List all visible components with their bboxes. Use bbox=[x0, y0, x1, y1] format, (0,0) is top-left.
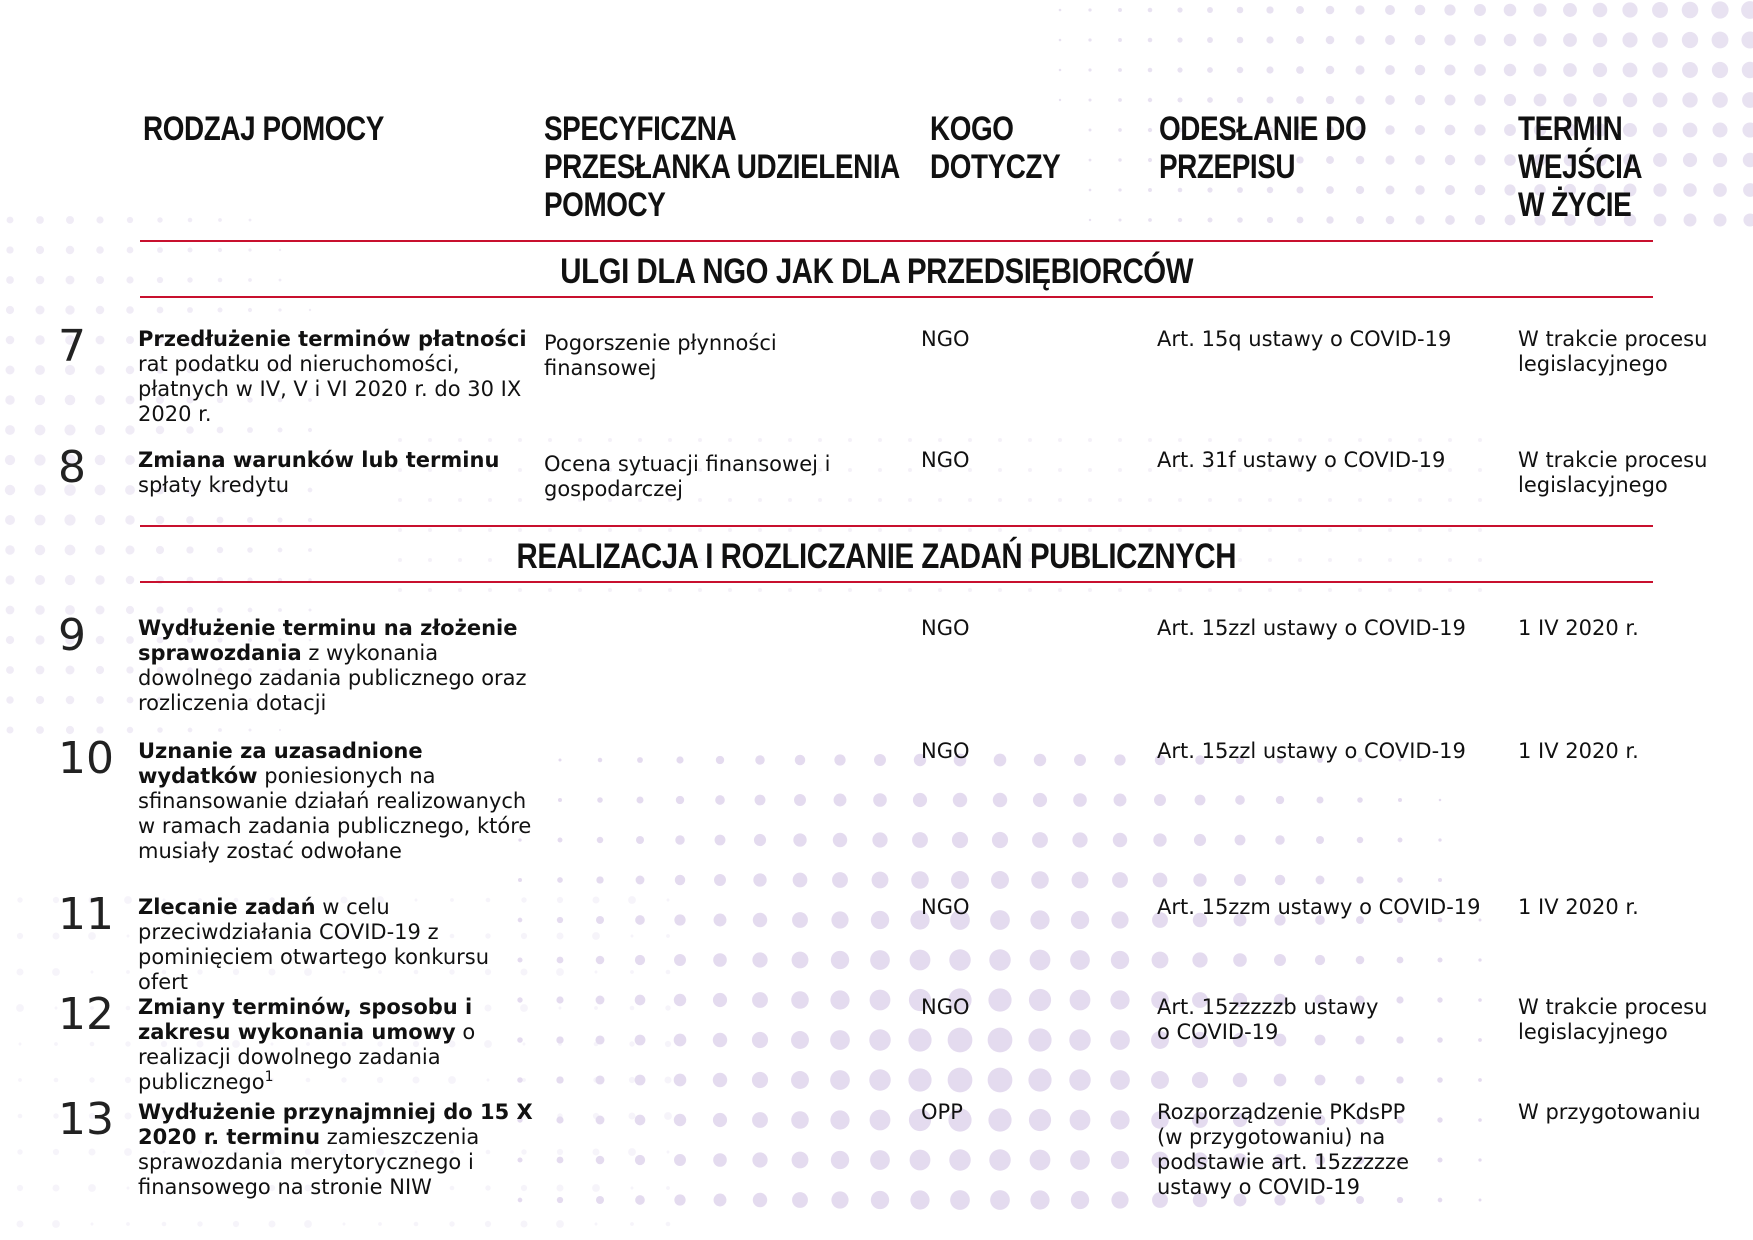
header-col-premise bbox=[544, 110, 900, 224]
aid-type bbox=[138, 448, 538, 498]
header-text: PRZEPISU bbox=[1159, 148, 1296, 186]
aid-type-rest: w celu przeciwdziałania COVID-19 z pominięciem otwartego konkursu ofert bbox=[138, 895, 490, 994]
section-title bbox=[0, 537, 1753, 577]
aid-type bbox=[138, 995, 538, 1095]
effective-date: W trakcie procesu legislacyjnego bbox=[1518, 448, 1708, 497]
applies-to: NGO bbox=[921, 327, 970, 351]
aid-type-bold: Zmiana warunków lub terminu bbox=[138, 448, 500, 472]
legal-reference: Art. 15zzzzzb ustawy o COVID-19 bbox=[1157, 995, 1379, 1044]
header-text: POMOCY bbox=[544, 186, 666, 224]
specific-premise: Pogorszenie płynności finansowej bbox=[544, 331, 777, 380]
aid-type bbox=[138, 616, 538, 716]
applies-to: NGO bbox=[921, 448, 970, 472]
legal-reference: Art. 15zzl ustawy o COVID-19 bbox=[1157, 616, 1466, 640]
aid-type-rest: spłaty kredytu bbox=[138, 473, 289, 497]
applies-to: NGO bbox=[921, 895, 970, 919]
legal-reference: Art. 15q ustawy o COVID-19 bbox=[1157, 327, 1452, 351]
divider-rule bbox=[140, 240, 1653, 242]
aid-type-bold: Wydłużenie terminu na złożenie sprawozdania bbox=[138, 616, 518, 665]
aid-type-rest: rat podatku od nieruchomości, płatnych w IV, V i VI 2020 r. do 30 IX 2020 r. bbox=[138, 352, 522, 426]
aid-type-bold: Przedłużenie terminów płatności bbox=[138, 327, 527, 351]
row-number: 10 bbox=[58, 733, 114, 784]
header-text: ODESŁANIE DO bbox=[1159, 110, 1367, 148]
aid-type-bold: Zlecanie zadań bbox=[138, 895, 316, 919]
section-title-text: ULGI DLA NGO JAK DLA PRZEDSIĘBIORCÓW bbox=[560, 252, 1193, 291]
aid-type-rest: zamieszczenia sprawozdania merytorycznego i finansowego na stronie NIW bbox=[138, 1125, 480, 1199]
divider-rule bbox=[140, 581, 1653, 583]
aid-type-bold: Wydłużenie przynajmniej do 15 X 2020 r. terminu bbox=[138, 1100, 533, 1149]
aid-type bbox=[138, 1100, 538, 1200]
legal-reference: Art. 15zzl ustawy o COVID-19 bbox=[1157, 739, 1466, 763]
header-col-reference bbox=[1159, 110, 1366, 186]
row-number: 7 bbox=[58, 321, 86, 372]
effective-date: W trakcie procesu legislacyjnego bbox=[1518, 995, 1708, 1044]
header-text: DOTYCZY bbox=[930, 148, 1061, 186]
legal-reference: Art. 31f ustawy o COVID-19 bbox=[1157, 448, 1446, 472]
footnote-marker: 1 bbox=[264, 1069, 274, 1085]
section-title-text: REALIZACJA I ROZLICZANIE ZADAŃ PUBLICZNYCH bbox=[516, 537, 1237, 576]
aid-type bbox=[138, 739, 538, 864]
row-number: 13 bbox=[58, 1094, 114, 1145]
specific-premise: Ocena sytuacji finansowej i gospodarczej bbox=[544, 452, 831, 501]
applies-to: OPP bbox=[921, 1100, 963, 1124]
divider-rule bbox=[140, 525, 1653, 527]
row-number: 8 bbox=[58, 442, 86, 493]
aid-type-bold: Zmiany terminów, sposobu i zakresu wykonania umowy bbox=[138, 995, 473, 1044]
aid-type bbox=[138, 327, 538, 427]
aid-type-bold: Uznanie za uzasadnione wydatków bbox=[138, 739, 423, 788]
aid-type-rest: poniesionych na sfinansowanie działań realizowanych w ramach zadania publicznego, które musiały zostać odwołane bbox=[138, 764, 532, 863]
section-title bbox=[0, 252, 1753, 292]
applies-to: NGO bbox=[921, 995, 970, 1019]
header-text: PRZESŁANKA UDZIELENIA bbox=[544, 148, 900, 186]
aid-type-rest: o realizacji dowolnego zadania publicznego bbox=[138, 1020, 476, 1094]
aid-type bbox=[138, 895, 538, 995]
header-text: RODZAJ POMOCY bbox=[143, 110, 384, 148]
header-col-who bbox=[930, 110, 1060, 186]
divider-rule bbox=[140, 296, 1653, 298]
header-text: TERMIN bbox=[1518, 110, 1623, 148]
applies-to: NGO bbox=[921, 616, 970, 640]
row-number: 9 bbox=[58, 610, 86, 661]
effective-date: 1 IV 2020 r. bbox=[1518, 739, 1639, 763]
effective-date: 1 IV 2020 r. bbox=[1518, 616, 1639, 640]
header-col-date bbox=[1518, 110, 1642, 224]
aid-type-rest: z wykonania dowolnego zadania publicznego oraz rozliczenia dotacji bbox=[138, 641, 527, 715]
legal-reference: Art. 15zzm ustawy o COVID-19 bbox=[1157, 895, 1481, 919]
header-col-type bbox=[143, 110, 384, 148]
row-number: 11 bbox=[58, 889, 114, 940]
effective-date: W trakcie procesu legislacyjnego bbox=[1518, 327, 1708, 376]
header-text: SPECYFICZNA bbox=[544, 110, 737, 148]
row-number: 12 bbox=[58, 989, 114, 1040]
header-text: WEJŚCIA bbox=[1518, 148, 1643, 186]
applies-to: NGO bbox=[921, 739, 970, 763]
header-text: W ŻYCIE bbox=[1518, 186, 1632, 224]
effective-date: W przygotowaniu bbox=[1518, 1100, 1701, 1124]
legal-reference: Rozporządzenie PKdsPP (w przygotowaniu) na podstawie art. 15zzzzze ustawy o COVID-19 bbox=[1157, 1100, 1409, 1199]
header-text: KOGO bbox=[930, 110, 1014, 148]
effective-date: 1 IV 2020 r. bbox=[1518, 895, 1639, 919]
